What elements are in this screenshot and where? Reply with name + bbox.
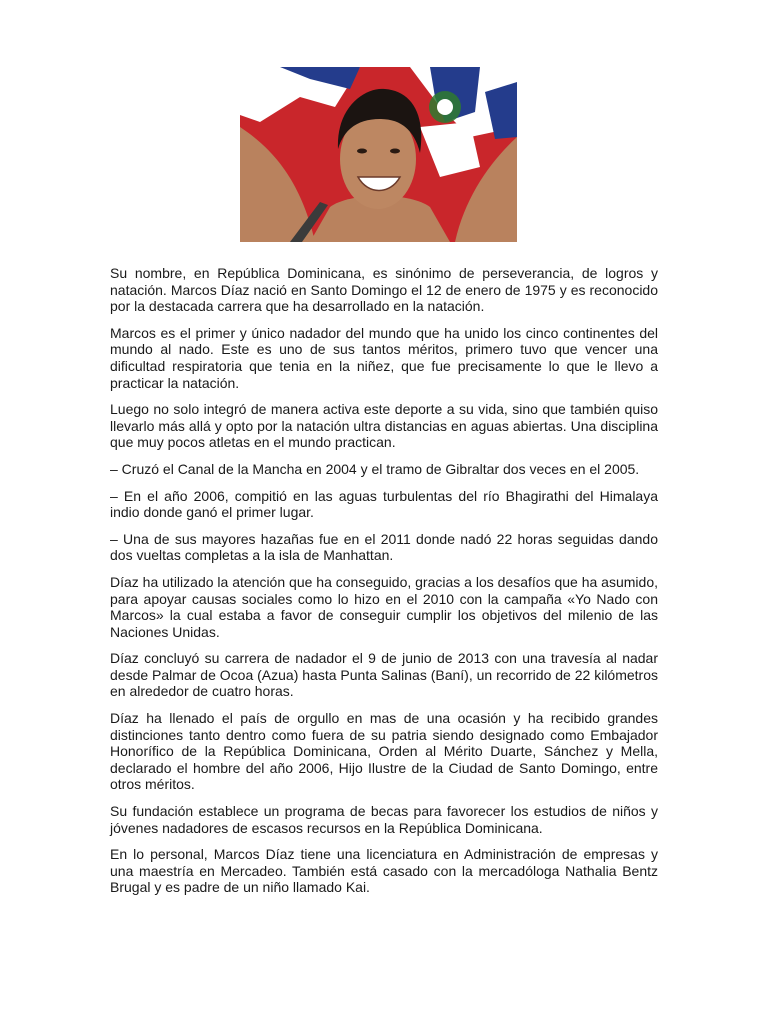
paragraph-first-swimmer: Marcos es el primer y único nadador del mundo que ha unido los cinco continentes del mundo al nado. Este es uno de sus tantos méritos, primero tuvo que vencer una dificultad respiratoria que tenia en la niñez, que fue precisamente lo que le llevo a practicar la natación. — [110, 324, 658, 391]
paragraph-foundation: Su fundación establece un programa de becas para favorecer los estudios de niños y jóvenes nadadores de escasos recursos en la República Dominicana. — [110, 803, 658, 836]
paragraph-career-end: Díaz concluyó su carrera de nadador el 9 de junio de 2013 con una travesía al nadar desde Palmar de Ocoa (Azua) hasta Punta Salinas (Baní), un recorrido de 22 kilómetros en alrededor de cuatro horas. — [110, 650, 658, 700]
paragraph-open-water: Luego no solo integró de manera activa este deporte a su vida, sino que también quiso llevarlo más allá y opto por la natación ultra distancias en aguas abiertas. Una disciplina que muy pocos atletas en el mundo practican. — [110, 401, 658, 451]
article-body — [110, 265, 658, 906]
portrait-with-dominican-flag-image — [240, 67, 517, 242]
paragraph-bhagirathi: – En el año 2006, compitió en las aguas turbulentas del río Bhagirathi del Himalaya indio donde ganó el primer lugar. — [110, 487, 658, 521]
paragraph-manhattan: – Una de sus mayores hazañas fue en el 2011 donde nadó 22 horas seguidas dando dos vueltas completas a la isla de Manhattan. — [110, 530, 658, 564]
paragraph-distinctions: Díaz ha llenado el país de orgullo en mas de una ocasión y ha recibido grandes distinciones tanto dentro como fuera de su patria siendo designado como Embajador Honorífico de la República Dominicana, Orden al Mérito Duarte, Sánchez y Mella, declarado el hombre del año 2006, Hijo Ilustre de la Ciudad de Santo Domingo, entre otros méritos. — [110, 710, 658, 793]
paragraph-personal: En lo personal, Marcos Díaz tiene una licenciatura en Administración de empresas y una maestría en Mercadeo. También está casado con la mercadóloga Nathalia Bentz Brugal y es padre de un niño llamado Kai. — [110, 846, 658, 896]
paragraph-intro: Su nombre, en República Dominicana, es sinónimo de perseverancia, de logros y natación. Marcos Díaz nació en Santo Domingo el 12 de enero de 1975 y es reconocido por la destacada carrera que ha desarrollado en la natación. — [110, 265, 658, 315]
portrait-photo — [240, 67, 517, 242]
paragraph-social-causes: Díaz ha utilizado la atención que ha conseguido, gracias a los desafíos que ha asumido, para apoyar causas sociales como lo hizo en el 2010 con la campaña «Yo Nado con Marcos» la cual estaba a favor de conseguir cumplir los objetivos del milenio de las Naciones Unidas. — [110, 573, 658, 640]
paragraph-channel-crossing: – Cruzó el Canal de la Mancha en 2004 y el tramo de Gibraltar dos veces en el 2005. — [110, 460, 640, 477]
